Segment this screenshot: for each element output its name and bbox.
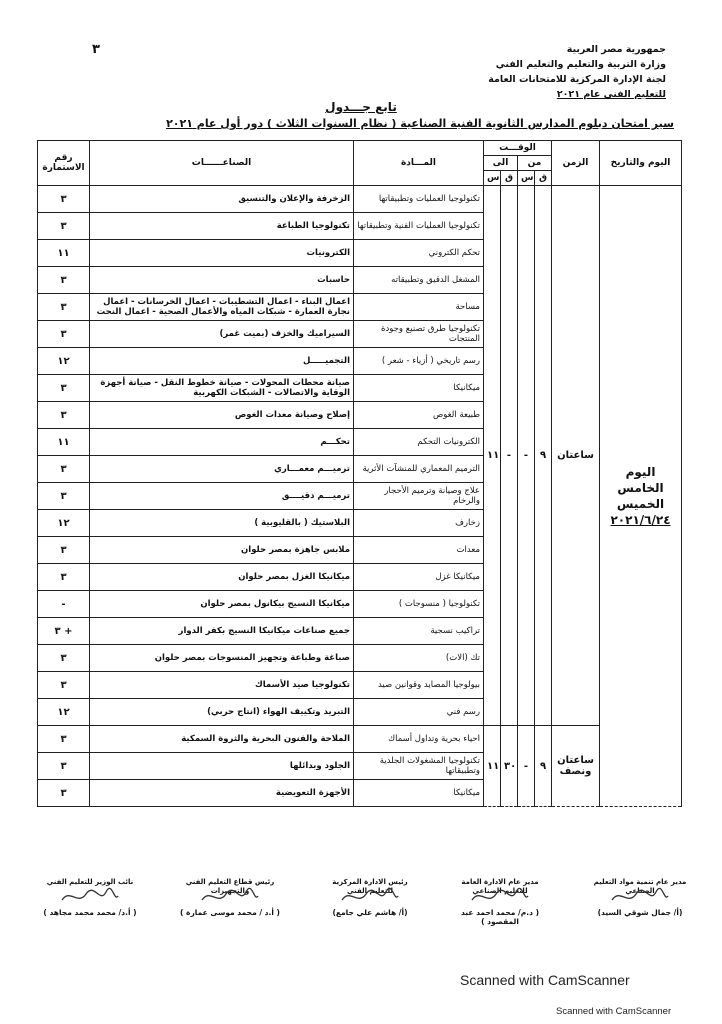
handwritten-signature <box>200 886 260 908</box>
signature-3 <box>320 878 420 917</box>
document-title: تابع جـــدول <box>325 100 397 114</box>
time-from-q-cell: - <box>518 726 535 807</box>
subject-cell: تكنولوجيا ( منسوجات ) <box>354 591 484 618</box>
industry-cell: إصلاح وصيانة معدات الغوص <box>90 402 354 429</box>
subject-cell: المشغل الدقيق وتطبيقاته <box>354 267 484 294</box>
signature-title: نائب الوزير للتعليم الفني <box>46 878 134 886</box>
page-number: ٣ <box>92 42 100 57</box>
header-line-2: وزارة التربية والتعليم والتعليم الفني <box>495 59 666 70</box>
header-to-minute: ق <box>501 171 518 186</box>
header-from-minute: ق <box>535 171 552 186</box>
industry-cell: ميكانيكا الغزل بمصر حلوان <box>90 564 354 591</box>
subject-cell: بيولوجيا المصايد وقوانين صيد <box>354 672 484 699</box>
day-date-cell <box>600 186 682 807</box>
table-row <box>38 726 682 753</box>
industry-cell: السيراميك والخزف (بميت غمر) <box>90 321 354 348</box>
signature-title: رئيس الادارة المركزية للتعليم الفني <box>332 878 408 895</box>
industry-cell: تحكـــم <box>90 429 354 456</box>
subject-cell: رسم فني <box>354 699 484 726</box>
header-duration: الزمن <box>552 141 600 186</box>
industry-cell: التبريد وتكييف الهواء (انتاج حربي) <box>90 699 354 726</box>
industry-cell: صباغة وطباعة وتجهيز المنسوجات بمصر حلوان <box>90 645 354 672</box>
form-number-cell: ٣ <box>38 483 90 510</box>
signature-5 <box>40 878 140 917</box>
ministry-header <box>488 42 666 102</box>
time-from-s-cell: ٩ <box>535 186 552 726</box>
header-from-hour: س <box>518 171 535 186</box>
form-number-cell: ٣ <box>38 402 90 429</box>
form-number-cell: ٣ <box>38 564 90 591</box>
header-from: من <box>518 156 552 171</box>
form-number-cell: ٣ + <box>38 618 90 645</box>
industry-cell: صيانة محطات المحولات - صيانة خطوط النقل - صيانة أجهزة الوقاية والاتصالات - الشبكات الكهربية <box>90 375 354 402</box>
form-number-cell: ٣ <box>38 672 90 699</box>
signature-name: ( أ.د/ محمد محمد مجاهد ) <box>43 908 137 917</box>
header-time: الوقـــت <box>484 141 552 156</box>
industry-cell: تكنولوجيا الطباعة <box>90 213 354 240</box>
header-industries: الصناعــــــات <box>90 141 354 186</box>
industry-cell: الملاحة والفنون البحرية والثروة السمكية <box>90 726 354 753</box>
header-line-1: جمهورية مصر العربية <box>566 44 666 55</box>
form-number-cell: ١١ <box>38 240 90 267</box>
industry-cell: ملابس جاهزة بمصر حلوان <box>90 537 354 564</box>
industry-cell: البلاستيك ( بالقليوبية ) <box>90 510 354 537</box>
time-from-s-cell: ٩ <box>535 726 552 807</box>
day-line: ٢٠٢١/٦/٢٤ <box>610 513 671 527</box>
form-number-cell: ٣ <box>38 375 90 402</box>
form-number-cell: ٣ <box>38 753 90 780</box>
subject-cell: تك (الات) <box>354 645 484 672</box>
handwritten-signature <box>60 886 120 908</box>
industry-cell: الأجهزة التعويضية <box>90 780 354 807</box>
subject-cell: معدات <box>354 537 484 564</box>
subject-cell: طبيعة الغوص <box>354 402 484 429</box>
signature-2 <box>450 878 550 926</box>
industry-cell: ميكانيكا النسيج بيكانول بمصر حلوان <box>90 591 354 618</box>
form-number-cell: ٣ <box>38 267 90 294</box>
form-number-cell: ١٢ <box>38 699 90 726</box>
form-number-cell: - <box>38 591 90 618</box>
subject-cell: تكنولوجيا المشغولات الجلدية وتطبيقاتها <box>354 753 484 780</box>
subject-cell: مساحة <box>354 294 484 321</box>
signatures-block <box>30 878 690 928</box>
table-row <box>38 186 682 213</box>
form-number-cell: ٣ <box>38 213 90 240</box>
subject-cell: تراكيب نسجية <box>354 618 484 645</box>
signature-title: مدير عام تنمية مواد التعليم الصناعي <box>593 878 687 895</box>
industry-cell: الجلود وبدائلها <box>90 753 354 780</box>
signature-title: رئيس قطاع التعليم الفني والتجهيزات <box>185 878 275 895</box>
header-line-3: لجنة الإدارة المركزية للامتحانات العامة <box>488 74 666 85</box>
header-line-4: للتعليم الفني عام ٢٠٢١ <box>556 89 666 100</box>
subject-cell: ميكانيكا <box>354 375 484 402</box>
subject-cell: احياء بحرية وتداول أسماك <box>354 726 484 753</box>
handwritten-signature <box>610 886 670 908</box>
header-subject: المـــادة <box>354 141 484 186</box>
industry-cell: الزخرفة والإعلان والتنسيق <box>90 186 354 213</box>
schedule-rows <box>38 186 682 807</box>
form-number-cell: ١٢ <box>38 348 90 375</box>
form-number-cell: ٣ <box>38 294 90 321</box>
day-line: اليوم <box>625 465 656 479</box>
industry-cell: ترميـــم دقيــــق <box>90 483 354 510</box>
subject-cell: ميكانيكا <box>354 780 484 807</box>
industry-cell: تكنولوجيا صيد الأسماك <box>90 672 354 699</box>
time-to-q-cell: - <box>501 186 518 726</box>
camscanner-watermark: Scanned with CamScanner <box>460 972 630 988</box>
duration-cell: ساعتان ونصف <box>552 726 600 807</box>
form-number-cell: ٣ <box>38 780 90 807</box>
document-subtitle: سير امتحان دبلوم المدارس الثانوية الفنية الصناعية ( نظام السنوات الثلاث ) دور أول عام ٢٠٢١ <box>166 117 674 130</box>
signature-name: (أ/ هاشم علي جامع) <box>332 908 408 917</box>
form-number-cell: ١٢ <box>38 510 90 537</box>
industry-cell: جميع صناعات ميكانيكا النسيج بكفر الدوار <box>90 618 354 645</box>
form-number-cell: ٣ <box>38 645 90 672</box>
time-to-s-cell: ١١ <box>484 186 501 726</box>
subject-cell: علاج وصيانة وترميم الأحجار والرخام <box>354 483 484 510</box>
signature-title: مدير عام الادارة العامة للتعليم الصناعي <box>461 878 539 895</box>
handwritten-signature <box>470 886 530 908</box>
signature-4 <box>180 878 280 917</box>
form-number-cell: ٣ <box>38 186 90 213</box>
subject-cell: تكنولوجيا طرق تصنيع وجودة المنتجات <box>354 321 484 348</box>
subject-cell: تكنولوجيا العمليات وتطبيقاتها <box>354 186 484 213</box>
header-day-date: اليوم والتاريخ <box>600 141 682 186</box>
signature-1 <box>590 878 690 917</box>
handwritten-signature <box>340 886 400 908</box>
subject-cell: تكنولوجيا العمليات الفنية وتطبيقاتها <box>354 213 484 240</box>
form-number-cell: ٣ <box>38 537 90 564</box>
subject-cell: الترميم المعماري للمنشآت الأثرية <box>354 456 484 483</box>
camscanner-watermark-small: Scanned with CamScanner <box>556 1006 672 1017</box>
time-from-q-cell: - <box>518 186 535 726</box>
industry-cell: حاسبات <box>90 267 354 294</box>
header-to: الى <box>484 156 518 171</box>
signature-name: ( د.م/ محمد احمد عبد المقصود ) <box>460 908 540 926</box>
form-number-cell: ١١ <box>38 429 90 456</box>
header-to-hour: س <box>484 171 501 186</box>
industry-cell: اعمال البناء - اعمال التشطيبات - اعمال الخرسانات - اعمال نجارة العمارة - شبكات المياه والأعمال الصحية - اعمال النحت <box>90 294 354 321</box>
subject-cell: تحكم الكتروني <box>354 240 484 267</box>
industry-cell: التجميـــــل <box>90 348 354 375</box>
subject-cell: الكترونيات التحكم <box>354 429 484 456</box>
header-form-number: رقم الاستمارة <box>38 141 90 186</box>
time-to-q-cell: ٣٠ <box>501 726 518 807</box>
exam-schedule-table <box>37 140 682 807</box>
day-line: الخميس <box>616 497 665 511</box>
form-number-cell: ٣ <box>38 321 90 348</box>
subject-cell: رسم تاريخي ( أزياء - شعر ) <box>354 348 484 375</box>
industry-cell: الكترونيات <box>90 240 354 267</box>
signature-name: ( أ.د / محمد موسى عمارة ) <box>180 908 280 917</box>
signature-name: (أ/ جمال شوقي السيد) <box>597 908 683 917</box>
time-to-s-cell: ١١ <box>484 726 501 807</box>
day-line: الخامس <box>617 481 664 495</box>
form-number-cell: ٣ <box>38 726 90 753</box>
duration-cell: ساعتان <box>552 186 600 726</box>
industry-cell: ترميـــم معمـــاري <box>90 456 354 483</box>
subject-cell: ميكانيكا غزل <box>354 564 484 591</box>
subject-cell: زخارف <box>354 510 484 537</box>
form-number-cell: ٣ <box>38 456 90 483</box>
